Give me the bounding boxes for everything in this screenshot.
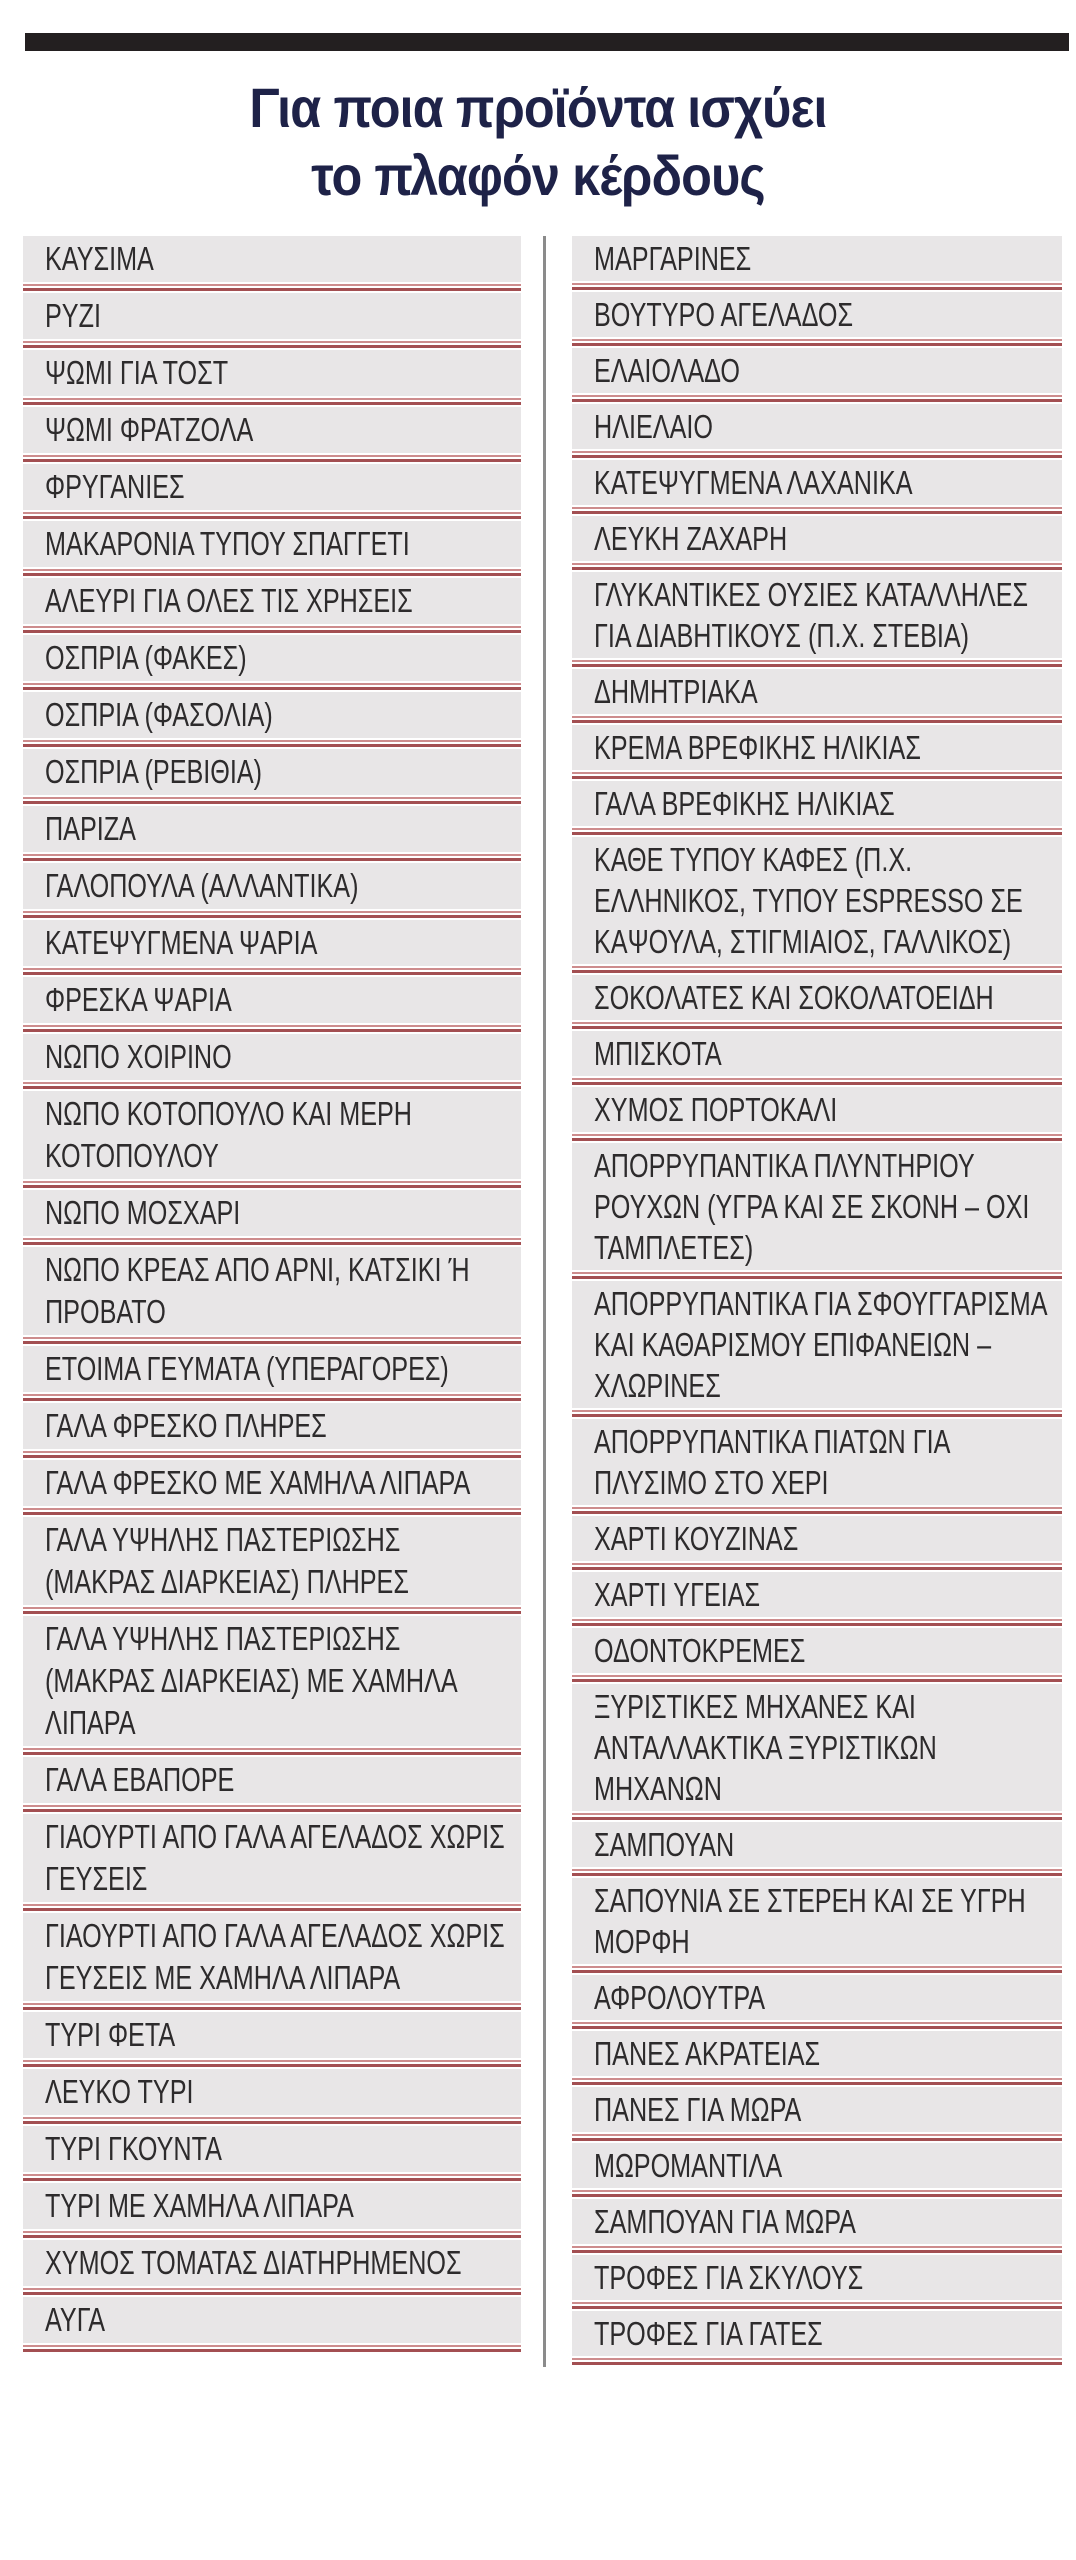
list-item xyxy=(572,1684,1062,1822)
item-label xyxy=(572,2199,1062,2244)
item-label xyxy=(23,1757,521,1803)
item-underline xyxy=(572,1505,1062,1516)
item-text: ΕΤΟΙΜΑ ΓΕΥΜΑΤΑ (ΥΠΕΡΑΓΟΡΕΣ) xyxy=(45,1350,449,1387)
list-item xyxy=(572,781,1062,837)
item-text: ΓΑΛΑ ΕΒΑΠΟΡΕ xyxy=(45,1761,235,1798)
item-text: ΦΡΥΓΑΝΙΕΣ xyxy=(45,468,185,505)
list-item xyxy=(572,1143,1062,1281)
item-text: ΓΑΛΟΠΟΥΛΑ (ΑΛΛΑΝΤΙΚΑ) xyxy=(45,867,359,904)
item-underline xyxy=(572,1408,1062,1419)
item-label xyxy=(23,635,521,681)
item-text: ΑΛΕΥΡΙ ΓΙΑ ΟΛΕΣ ΤΙΣ ΧΡΗΣΕΙΣ xyxy=(45,582,413,619)
item-text: ΝΩΠΟ ΜΟΣΧΑΡΙ xyxy=(45,1194,241,1231)
page-title-line1: Για ποια προϊόντα ισχύει xyxy=(249,76,827,139)
item-text: ΝΩΠΟ ΚΟΤΟΠΟΥΛΟ ΚΑΙ ΜΕΡΗ ΚΟΤΟΠΟΥΛΟΥ xyxy=(45,1095,412,1174)
item-text: ΣΑΜΠΟΥΑΝ xyxy=(594,1826,735,1863)
item-underline xyxy=(23,1335,521,1346)
list-item xyxy=(23,350,521,407)
item-text: ΑΥΓΑ xyxy=(45,2301,106,2338)
item-underline xyxy=(572,1076,1062,1087)
item-text: ΧΑΡΤΙ ΥΓΕΙΑΣ xyxy=(594,1576,761,1613)
item-text: ΣΑΠΟΥΝΙΑ ΣΕ ΣΤΕΡΕΗ ΚΑΙ ΣΕ ΥΓΡΗ ΜΟΡΦΗ xyxy=(594,1882,1026,1960)
list-item xyxy=(572,292,1062,348)
list-item xyxy=(23,1091,521,1190)
item-text: ΤΥΡΙ ΦΕΤΑ xyxy=(45,2016,176,2053)
item-underline xyxy=(572,1270,1062,1281)
item-underline xyxy=(23,909,521,920)
list-item xyxy=(23,1403,521,1460)
item-text: ΛΕΥΚΟ ΤΥΡΙ xyxy=(45,2073,194,2110)
list-item xyxy=(572,1628,1062,1684)
item-text: ΟΣΠΡΙΑ (ΦΑΚΕΣ) xyxy=(45,639,247,676)
list-item xyxy=(23,293,521,350)
list-item xyxy=(572,1281,1062,1419)
item-text: ΨΩΜΙ ΦΡΑΤΖΟΛΑ xyxy=(45,411,254,448)
item-underline xyxy=(572,1617,1062,1628)
list-item xyxy=(23,749,521,806)
list-item xyxy=(23,806,521,863)
item-label xyxy=(572,1572,1062,1617)
list-item xyxy=(572,1031,1062,1087)
item-label xyxy=(572,1281,1062,1408)
list-item xyxy=(23,863,521,920)
item-underline xyxy=(23,510,521,521)
item-text: ΨΩΜΙ ΓΙΑ ΤΟΣΤ xyxy=(45,354,229,391)
item-underline xyxy=(23,396,521,407)
item-underline xyxy=(23,1449,521,1460)
item-underline xyxy=(23,339,521,350)
item-text: ΣΑΜΠΟΥΑΝ ΓΙΑ ΜΩΡΑ xyxy=(594,2203,856,2240)
list-item xyxy=(572,1516,1062,1572)
item-underline xyxy=(572,393,1062,404)
item-label xyxy=(572,1878,1062,1964)
list-item xyxy=(572,725,1062,781)
item-text: ΣΟΚΟΛΑΤΕΣ ΚΑΙ ΣΟΚΟΛΑΤΟΕΙΔΗ xyxy=(594,979,994,1016)
list-item xyxy=(23,1034,521,1091)
list-item xyxy=(572,1975,1062,2031)
item-label xyxy=(23,806,521,852)
list-item xyxy=(572,1087,1062,1143)
item-underline xyxy=(23,624,521,635)
item-text: ΜΠΙΣΚΟΤΑ xyxy=(594,1035,722,1072)
list-item xyxy=(23,1346,521,1403)
item-label xyxy=(23,1460,521,1506)
item-label xyxy=(23,236,521,282)
list-item xyxy=(23,1913,521,2012)
item-text: ΔΗΜΗΤΡΙΑΚΑ xyxy=(594,673,758,710)
item-label xyxy=(572,1031,1062,1076)
item-underline xyxy=(23,2172,521,2183)
list-item xyxy=(23,578,521,635)
item-underline xyxy=(572,2188,1062,2199)
item-underline xyxy=(572,1867,1062,1878)
item-underline xyxy=(572,1020,1062,1031)
item-label xyxy=(572,1822,1062,1867)
item-label xyxy=(23,863,521,909)
item-underline xyxy=(23,1803,521,1814)
item-label xyxy=(572,781,1062,826)
item-underline xyxy=(572,561,1062,572)
item-text: ΓΑΛΑ ΒΡΕΦΙΚΗΣ ΗΛΙΚΙΑΣ xyxy=(594,785,895,822)
list-item xyxy=(572,2199,1062,2255)
item-text: ΝΩΠΟ ΧΟΙΡΙΝΟ xyxy=(45,1038,232,1075)
item-label xyxy=(572,1419,1062,1505)
list-item xyxy=(572,404,1062,460)
item-text: ΚΑΤΕΨΥΓΜΕΝΑ ΨΑΡΙΑ xyxy=(45,924,318,961)
item-underline xyxy=(23,453,521,464)
list-item xyxy=(572,2311,1062,2367)
item-underline xyxy=(23,2001,521,2012)
item-underline xyxy=(572,281,1062,292)
item-label xyxy=(23,1616,521,1746)
list-item xyxy=(572,837,1062,975)
list-item xyxy=(572,572,1062,669)
item-underline xyxy=(23,795,521,806)
item-text: ΧΥΜΟΣ ΠΟΡΤΟΚΑΛΙ xyxy=(594,1091,838,1128)
item-text: ΗΛΙΕΛΑΙΟ xyxy=(594,408,713,445)
item-label xyxy=(572,1684,1062,1811)
list-item xyxy=(23,464,521,521)
list-item xyxy=(23,2297,521,2354)
item-underline xyxy=(23,1605,521,1616)
item-label xyxy=(572,2087,1062,2132)
list-item xyxy=(23,692,521,749)
item-underline xyxy=(572,2356,1062,2367)
item-underline xyxy=(23,2229,521,2240)
list-item xyxy=(23,2183,521,2240)
item-label xyxy=(23,350,521,396)
item-text: ΟΔΟΝΤΟΚΡΕΜΕΣ xyxy=(594,1632,806,1669)
item-underline xyxy=(23,681,521,692)
item-text: ΡΥΖΙ xyxy=(45,297,101,334)
item-label xyxy=(572,292,1062,337)
item-underline xyxy=(572,2244,1062,2255)
item-text: ΛΕΥΚΗ ΖΑΧΑΡΗ xyxy=(594,520,788,557)
item-text: ΟΣΠΡΙΑ (ΦΑΣΟΛΙΑ) xyxy=(45,696,273,733)
item-text: ΠΑΝΕΣ ΓΙΑ ΜΩΡΑ xyxy=(594,2091,802,2128)
item-label xyxy=(572,1087,1062,1132)
item-label xyxy=(572,2255,1062,2300)
list-item xyxy=(23,1190,521,1247)
item-text: ΞΥΡΙΣΤΙΚΕΣ ΜΗΧΑΝΕΣ ΚΑΙ ΑΝΤΑΛΛΑΚΤΙΚΑ ΞΥΡΙΣΤΙΚΩΝ ΜΗΧΑΝΩΝ xyxy=(594,1688,937,1807)
item-underline xyxy=(23,1023,521,1034)
item-underline xyxy=(23,2115,521,2126)
item-label xyxy=(572,837,1062,964)
item-underline xyxy=(572,1964,1062,1975)
page-title xyxy=(54,74,1022,210)
item-label xyxy=(23,293,521,339)
item-label xyxy=(23,1091,521,1179)
item-text: ΚΑΘΕ ΤΥΠΟΥ ΚΑΦΕΣ (Π.Χ. ΕΛΛΗΝΙΚΟΣ, ΤΥΠΟΥ ESPRESSO ΣΕ ΚΑΨΟΥΛΑ, ΣΤΙΓΜΙΑΙΟΣ, ΓΑΛΛΙΚΟΣ) xyxy=(594,841,1023,960)
item-underline xyxy=(23,567,521,578)
item-text: ΓΙΑΟΥΡΤΙ ΑΠΟ ΓΑΛΑ ΑΓΕΛΑΔΟΣ ΧΩΡΙΣ ΓΕΥΣΕΙΣ xyxy=(45,1818,505,1897)
list-item xyxy=(572,669,1062,725)
list-item xyxy=(23,2240,521,2297)
column-divider xyxy=(543,236,546,2367)
item-underline xyxy=(23,2286,521,2297)
item-label xyxy=(23,1034,521,1080)
item-text: ΑΠΟΡΡΥΠΑΝΤΙΚΑ ΓΙΑ ΣΦΟΥΓΓΑΡΙΣΜΑ ΚΑΙ ΚΑΘΑΡΙΣΜΟΥ ΕΠΙΦΑΝΕΙΩΝ – ΧΛΩΡΙΝΕΣ xyxy=(594,1285,1047,1404)
item-underline xyxy=(572,964,1062,975)
item-underline xyxy=(572,1132,1062,1143)
list-item xyxy=(23,1757,521,1814)
product-columns xyxy=(23,236,1062,2367)
item-underline xyxy=(23,1506,521,1517)
item-underline xyxy=(23,1392,521,1403)
item-text: ΓΑΛΑ ΦΡΕΣΚΟ ΠΛΗΡΕΣ xyxy=(45,1407,327,1444)
item-label xyxy=(572,1628,1062,1673)
item-underline xyxy=(572,2300,1062,2311)
item-label xyxy=(23,692,521,738)
item-text: ΓΙΑΟΥΡΤΙ ΑΠΟ ΓΑΛΑ ΑΓΕΛΑΔΟΣ ΧΩΡΙΣ ΓΕΥΣΕΙΣ ΜΕ ΧΑΜΗΛΑ ΛΙΠΑΡΑ xyxy=(45,1917,505,1996)
item-label xyxy=(23,2126,521,2172)
item-label xyxy=(572,348,1062,393)
list-item xyxy=(23,1814,521,1913)
item-text: ΓΑΛΑ ΦΡΕΣΚΟ ΜΕ ΧΑΜΗΛΑ ΛΙΠΑΡΑ xyxy=(45,1464,471,1501)
item-label xyxy=(23,1247,521,1335)
item-label xyxy=(23,2297,521,2343)
list-item xyxy=(572,1419,1062,1516)
item-underline xyxy=(572,2020,1062,2031)
item-text: ΑΠΟΡΡΥΠΑΝΤΙΚΑ ΠΛΥΝΤΗΡΙΟΥ ΡΟΥΧΩΝ (ΥΓΡΑ ΚΑΙ ΣΕ ΣΚΟΝΗ – ΟΧΙ ΤΑΜΠΛΕΤΕΣ) xyxy=(594,1147,1030,1266)
product-list-right xyxy=(572,236,1062,2367)
item-label xyxy=(572,2311,1062,2356)
item-underline xyxy=(23,1179,521,1190)
list-item xyxy=(572,2255,1062,2311)
item-text: ΓΑΛΑ ΥΨΗΛΗΣ ΠΑΣΤΕΡΙΩΣΗΣ (ΜΑΚΡΑΣ ΔΙΑΡΚΕΙΑΣ) ΠΛΗΡΕΣ xyxy=(45,1521,409,1600)
product-list-left xyxy=(23,236,521,2354)
item-label xyxy=(572,236,1062,281)
item-text: ΤΡΟΦΕΣ ΓΙΑ ΓΑΤΕΣ xyxy=(594,2315,823,2352)
item-label xyxy=(23,1190,521,1236)
item-label xyxy=(23,521,521,567)
item-text: ΜΑΚΑΡΟΝΙΑ ΤΥΠΟΥ ΣΠΑΓΓΕΤΙ xyxy=(45,525,410,562)
list-item xyxy=(23,236,521,293)
item-label xyxy=(23,920,521,966)
list-item xyxy=(572,348,1062,404)
item-label xyxy=(23,407,521,453)
item-underline xyxy=(23,1080,521,1091)
item-underline xyxy=(572,714,1062,725)
item-underline xyxy=(572,826,1062,837)
item-underline xyxy=(23,1902,521,1913)
item-label xyxy=(572,2143,1062,2188)
list-item xyxy=(572,2087,1062,2143)
item-underline xyxy=(572,337,1062,348)
item-label xyxy=(23,578,521,624)
item-text: ΓΛΥΚΑΝΤΙΚΕΣ ΟΥΣΙΕΣ ΚΑΤΑΛΛΗΛΕΣ ΓΙΑ ΔΙΑΒΗΤΙΚΟΥΣ (Π.Χ. ΣΤΕΒΙΑ) xyxy=(594,576,1029,654)
item-text: ΠΑΝΕΣ ΑΚΡΑΤΕΙΑΣ xyxy=(594,2035,821,2072)
list-item xyxy=(23,635,521,692)
item-underline xyxy=(572,2076,1062,2087)
list-item xyxy=(572,1572,1062,1628)
item-label xyxy=(23,1346,521,1392)
list-item xyxy=(23,1616,521,1757)
item-label xyxy=(23,1913,521,2001)
item-label xyxy=(572,975,1062,1020)
list-item xyxy=(23,920,521,977)
item-underline xyxy=(572,2132,1062,2143)
item-text: ΠΑΡΙΖΑ xyxy=(45,810,136,847)
item-text: ΧΥΜΟΣ ΤΟΜΑΤΑΣ ΔΙΑΤΗΡΗΜΕΝΟΣ xyxy=(45,2244,462,2281)
item-label xyxy=(23,977,521,1023)
item-label xyxy=(23,1517,521,1605)
item-label xyxy=(572,1143,1062,1270)
item-label xyxy=(572,404,1062,449)
item-underline xyxy=(572,658,1062,669)
item-underline xyxy=(23,738,521,749)
item-underline xyxy=(572,770,1062,781)
item-text: ΤΥΡΙ ΓΚΟΥΝΤΑ xyxy=(45,2130,222,2167)
list-item xyxy=(572,1822,1062,1878)
item-label xyxy=(572,1975,1062,2020)
list-item xyxy=(572,460,1062,516)
list-item xyxy=(23,2012,521,2069)
item-text: ΑΦΡΟΛΟΥΤΡΑ xyxy=(594,1979,766,2016)
list-item xyxy=(23,1460,521,1517)
item-text: ΤΡΟΦΕΣ ΓΙΑ ΣΚΥΛΟΥΣ xyxy=(594,2259,864,2296)
item-text: ΒΟΥΤΥΡΟ ΑΓΕΛΑΔΟΣ xyxy=(594,296,854,333)
item-label xyxy=(572,516,1062,561)
page-title-line2: το πλαφόν κέρδους xyxy=(311,144,765,207)
item-label xyxy=(23,464,521,510)
item-label xyxy=(23,2069,521,2115)
list-item xyxy=(572,236,1062,292)
item-label xyxy=(572,669,1062,714)
item-underline xyxy=(572,1561,1062,1572)
list-item xyxy=(572,1878,1062,1975)
item-text: ΜΩΡΟΜΑΝΤΙΛΑ xyxy=(594,2147,783,2184)
item-text: ΟΣΠΡΙΑ (ΡΕΒΙΘΙΑ) xyxy=(45,753,263,790)
item-label xyxy=(572,572,1062,658)
item-label xyxy=(572,1516,1062,1561)
top-bar xyxy=(25,33,1069,51)
item-underline xyxy=(23,852,521,863)
item-label xyxy=(23,2240,521,2286)
item-underline xyxy=(23,2058,521,2069)
item-underline xyxy=(23,282,521,293)
item-underline xyxy=(23,1746,521,1757)
list-item xyxy=(23,521,521,578)
item-text: ΓΑΛΑ ΥΨΗΛΗΣ ΠΑΣΤΕΡΙΩΣΗΣ (ΜΑΚΡΑΣ ΔΙΑΡΚΕΙΑΣ) ΜΕ ΧΑΜΗΛΑ ΛΙΠΑΡΑ xyxy=(45,1620,457,1741)
item-underline xyxy=(572,505,1062,516)
item-underline xyxy=(572,1673,1062,1684)
item-underline xyxy=(572,449,1062,460)
list-item xyxy=(572,2031,1062,2087)
list-item xyxy=(572,516,1062,572)
item-text: ΚΑΤΕΨΥΓΜΕΝΑ ΛΑΧΑΝΙΚΑ xyxy=(594,464,913,501)
item-text: ΕΛΑΙΟΛΑΔΟ xyxy=(594,352,741,389)
item-text: ΑΠΟΡΡΥΠΑΝΤΙΚΑ ΠΙΑΤΩΝ ΓΙΑ ΠΛΥΣΙΜΟ ΣΤΟ ΧΕΡΙ xyxy=(594,1423,949,1501)
item-text: ΚΑΥΣΙΜΑ xyxy=(45,240,154,277)
list-item xyxy=(572,2143,1062,2199)
list-item xyxy=(23,977,521,1034)
item-label xyxy=(23,1814,521,1902)
item-label xyxy=(23,2012,521,2058)
item-underline xyxy=(572,1811,1062,1822)
list-item xyxy=(23,1517,521,1616)
list-item xyxy=(23,2069,521,2126)
item-underline xyxy=(23,966,521,977)
item-text: ΝΩΠΟ ΚΡΕΑΣ ΑΠΟ ΑΡΝΙ, ΚΑΤΣΙΚΙ Ή ΠΡΟΒΑΤΟ xyxy=(45,1251,470,1330)
item-text: ΤΥΡΙ ΜΕ ΧΑΜΗΛΑ ΛΙΠΑΡΑ xyxy=(45,2187,354,2224)
item-label xyxy=(23,1403,521,1449)
list-item xyxy=(23,1247,521,1346)
item-label xyxy=(23,2183,521,2229)
item-label xyxy=(572,460,1062,505)
item-underline xyxy=(23,1236,521,1247)
item-underline xyxy=(23,2343,521,2354)
item-label xyxy=(572,2031,1062,2076)
item-text: ΧΑΡΤΙ ΚΟΥΖΙΝΑΣ xyxy=(594,1520,799,1557)
list-item xyxy=(23,407,521,464)
item-text: ΦΡΕΣΚΑ ΨΑΡΙΑ xyxy=(45,981,232,1018)
item-label xyxy=(572,725,1062,770)
item-text: ΚΡΕΜΑ ΒΡΕΦΙΚΗΣ ΗΛΙΚΙΑΣ xyxy=(594,729,921,766)
item-text: ΜΑΡΓΑΡΙΝΕΣ xyxy=(594,240,752,277)
item-label xyxy=(23,749,521,795)
list-item xyxy=(572,975,1062,1031)
list-item xyxy=(23,2126,521,2183)
